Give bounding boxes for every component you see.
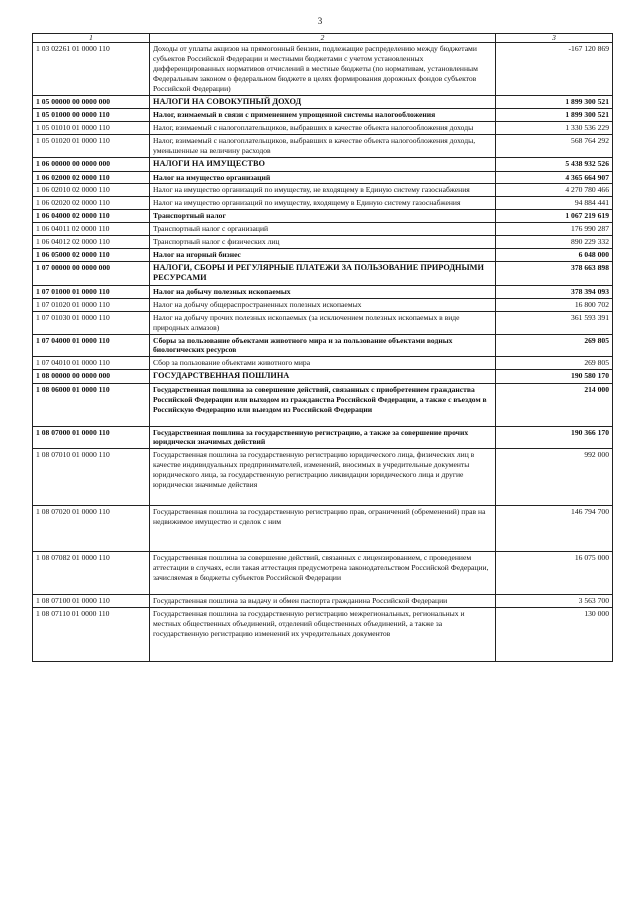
row-description: Налог, взимаемый в связи с применением упрощенной системы налогообложения — [150, 109, 496, 122]
row-code: 1 08 06000 01 0000 110 — [33, 383, 150, 426]
row-code: 1 05 01000 00 0000 110 — [33, 109, 150, 122]
row-amount: 4 270 780 466 — [496, 184, 613, 197]
table-row — [33, 248, 613, 261]
column-header-2: 2 — [150, 34, 496, 43]
row-code: 1 08 00000 00 0000 000 — [33, 370, 150, 384]
table-row — [33, 449, 613, 505]
row-amount: 130 000 — [496, 607, 613, 662]
row-amount: 94 884 441 — [496, 197, 613, 210]
table-row — [33, 43, 613, 95]
row-amount: 16 075 000 — [496, 552, 613, 595]
row-description: Транспортный налог с организаций — [150, 222, 496, 235]
row-description: Налог на имущество организаций по имуществу, не входящему в Единую систему газоснабжения — [150, 184, 496, 197]
row-description: Государственная пошлина за государственную регистрацию межрегиональных, региональных и местных общественных объединений, отделений общественных объединений, а также за государственную регистрацию изменений их учредительных документов — [150, 607, 496, 662]
page-number: 3 — [317, 16, 323, 26]
row-code: 1 08 07100 01 0000 110 — [33, 594, 150, 607]
table-row — [33, 197, 613, 210]
column-header-3: 3 — [496, 34, 613, 43]
row-description: Транспортный налог — [150, 210, 496, 223]
row-code: 1 07 04010 01 0000 110 — [33, 357, 150, 370]
table-row — [33, 171, 613, 184]
row-description: Налог на имущество организаций по имуществу, входящему в Единую систему газоснабжения — [150, 197, 496, 210]
table-row — [33, 210, 613, 223]
table-row — [33, 298, 613, 311]
table-row — [33, 370, 613, 384]
table-row — [33, 261, 613, 286]
row-amount: 6 048 000 — [496, 248, 613, 261]
row-description: Сбор за пользование объектами животного мира — [150, 357, 496, 370]
row-description: Транспортный налог с физических лиц — [150, 235, 496, 248]
row-code: 1 07 01000 01 0000 110 — [33, 286, 150, 299]
row-code: 1 07 01020 01 0000 110 — [33, 298, 150, 311]
table-row — [33, 95, 613, 109]
row-code: 1 06 02000 02 0000 110 — [33, 171, 150, 184]
row-description: Налог, взимаемый с налогоплательщиков, выбравших в качестве объекта налогообложения доходы — [150, 122, 496, 135]
row-code: 1 06 04012 02 0000 110 — [33, 235, 150, 248]
row-description: Сборы за пользование объектами животного мира и за пользование объектами водных биологических ресурсов — [150, 334, 496, 357]
row-amount: 1 330 536 229 — [496, 122, 613, 135]
table-row — [33, 235, 613, 248]
row-code: 1 05 00000 00 0000 000 — [33, 95, 150, 109]
row-amount: 1 899 300 521 — [496, 109, 613, 122]
row-code: 1 07 04000 01 0000 110 — [33, 334, 150, 357]
row-code: 1 08 07000 01 0000 110 — [33, 426, 150, 449]
row-description: Государственная пошлина за выдачу и обмен паспорта гражданина Российской Федерации — [150, 594, 496, 607]
table-row — [33, 357, 613, 370]
row-description: Государственная пошлина за государственную регистрацию прав, ограничений (обременений) прав на недвижимое имущество и сделок с ним — [150, 505, 496, 552]
row-amount: -167 120 869 — [496, 43, 613, 95]
row-description: Доходы от уплаты акцизов на прямогонный бензин, подлежащие распределению между бюджетами субъектов Российской Федерации и местными бюджетами с учетом установленных дифференцированных нормативов отчислений в местные бюджеты (по нормативам, установленным Федеральным законом о федеральном бюджете в целях формирования дорожных фондов субъектов Российской Федерации) — [150, 43, 496, 95]
row-amount: 269 805 — [496, 334, 613, 357]
row-code: 1 08 07082 01 0000 110 — [33, 552, 150, 595]
row-amount: 16 800 702 — [496, 298, 613, 311]
table-row — [33, 135, 613, 158]
row-code: 1 07 01030 01 0000 110 — [33, 311, 150, 334]
table-row — [33, 286, 613, 299]
row-code: 1 06 04000 02 0000 110 — [33, 210, 150, 223]
table-row — [33, 122, 613, 135]
row-code: 1 05 01010 01 0000 110 — [33, 122, 150, 135]
table-row — [33, 157, 613, 171]
row-description: НАЛОГИ НА СОВОКУПНЫЙ ДОХОД — [150, 95, 496, 109]
row-amount: 190 366 170 — [496, 426, 613, 449]
row-description: Налог на имущество организаций — [150, 171, 496, 184]
table-row — [33, 222, 613, 235]
row-description: Государственная пошлина за государственную регистрацию, а также за совершение прочих юридически значимых действий — [150, 426, 496, 449]
row-amount: 214 000 — [496, 383, 613, 426]
row-amount: 5 438 932 526 — [496, 157, 613, 171]
table-row — [33, 334, 613, 357]
table-row — [33, 552, 613, 595]
table-row — [33, 426, 613, 449]
row-code: 1 06 05000 02 0000 110 — [33, 248, 150, 261]
row-description: Налог на добычу полезных ископаемых — [150, 286, 496, 299]
row-amount: 378 663 898 — [496, 261, 613, 286]
table-row — [33, 184, 613, 197]
row-amount: 146 794 700 — [496, 505, 613, 552]
row-code: 1 06 04011 02 0000 110 — [33, 222, 150, 235]
column-header-1: 1 — [33, 34, 150, 43]
table-row — [33, 311, 613, 334]
row-amount: 269 805 — [496, 357, 613, 370]
row-amount: 992 000 — [496, 449, 613, 505]
table-row — [33, 505, 613, 552]
row-code: 1 03 02261 01 0000 110 — [33, 43, 150, 95]
row-code: 1 06 00000 00 0000 000 — [33, 157, 150, 171]
row-code: 1 07 00000 00 0000 000 — [33, 261, 150, 286]
row-amount: 190 580 170 — [496, 370, 613, 384]
row-code: 1 08 07020 01 0000 110 — [33, 505, 150, 552]
row-description: Налог, взимаемый с налогоплательщиков, выбравших в качестве объекта налогообложения доходы, уменьшенные на величину расходов — [150, 135, 496, 158]
row-description: НАЛОГИ, СБОРЫ И РЕГУЛЯРНЫЕ ПЛАТЕЖИ ЗА ПОЛЬЗОВАНИЕ ПРИРОДНЫМИ РЕСУРСАМИ — [150, 261, 496, 286]
row-description: Налог на добычу общераспространенных полезных ископаемых — [150, 298, 496, 311]
table-row — [33, 383, 613, 426]
row-description: Налог на игорный бизнес — [150, 248, 496, 261]
row-description: Налог на добычу прочих полезных ископаемых (за исключением полезных ископаемых в виде природных алмазов) — [150, 311, 496, 334]
row-amount: 1 899 300 521 — [496, 95, 613, 109]
row-amount: 1 067 219 619 — [496, 210, 613, 223]
row-code: 1 06 02020 02 0000 110 — [33, 197, 150, 210]
table-row — [33, 607, 613, 662]
row-description: ГОСУДАРСТВЕННАЯ ПОШЛИНА — [150, 370, 496, 384]
row-description: НАЛОГИ НА ИМУЩЕСТВО — [150, 157, 496, 171]
row-description: Государственная пошлина за совершение действий, связанных с лицензированием, с проведением аттестации в случаях, если такая аттестация предусмотрена законодательством Российской Федерации, зачисляемая в бюджеты субъектов Российской Федерации — [150, 552, 496, 595]
row-amount: 890 229 332 — [496, 235, 613, 248]
row-code: 1 05 01020 01 0000 110 — [33, 135, 150, 158]
row-amount: 361 593 391 — [496, 311, 613, 334]
row-code: 1 08 07010 01 0000 110 — [33, 449, 150, 505]
table-row — [33, 594, 613, 607]
row-amount: 568 764 292 — [496, 135, 613, 158]
budget-revenue-table — [32, 33, 613, 662]
row-amount: 4 365 664 907 — [496, 171, 613, 184]
row-description: Государственная пошлина за государственную регистрацию юридического лица, физических лиц в качестве индивидуальных предпринимателей, изменений, вносимых в учредительные документы юридического лица, за государственную регистрацию ликвидации юридического лица и другие юридически значимые действия — [150, 449, 496, 505]
row-amount: 176 990 287 — [496, 222, 613, 235]
row-amount: 378 394 093 — [496, 286, 613, 299]
row-amount: 3 563 700 — [496, 594, 613, 607]
table-row — [33, 109, 613, 122]
table-header-row — [33, 34, 613, 43]
row-code: 1 06 02010 02 0000 110 — [33, 184, 150, 197]
row-description: Государственная пошлина за совершение действий, связанных с приобретением гражданства Российской Федерации или выходом из гражданства Российской Федерации, а также с въездом в Российскую Федерацию или выездом из Российской Федерации — [150, 383, 496, 426]
row-code: 1 08 07110 01 0000 110 — [33, 607, 150, 662]
